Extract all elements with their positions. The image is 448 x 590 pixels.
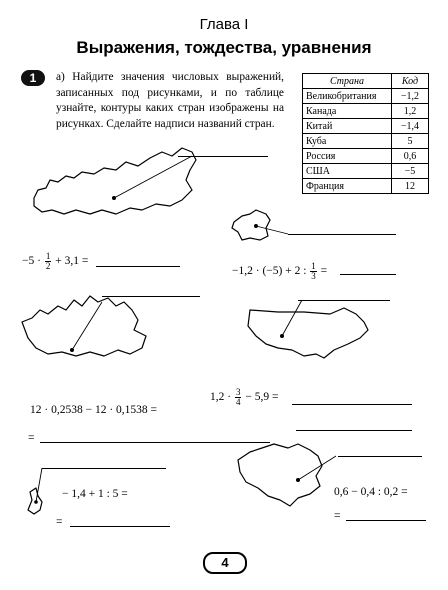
equals-sign-canada: = <box>28 432 35 444</box>
table-cell-code: −5 <box>392 164 429 179</box>
chapter-label: Глава I <box>199 16 249 33</box>
usa-map <box>238 296 418 386</box>
fraction-denominator: 3 <box>311 271 316 281</box>
answer-field-usa-2[interactable] <box>296 430 412 431</box>
answer-line-china[interactable] <box>338 456 422 457</box>
table-cell-code: −1,2 <box>392 89 429 104</box>
answer-line-france[interactable] <box>288 234 396 235</box>
expression-france-fraction <box>310 262 317 281</box>
expression-canada <box>30 404 157 416</box>
answer-line-usa[interactable] <box>298 300 390 301</box>
answer-field-russia[interactable] <box>96 266 180 267</box>
answer-field-france[interactable] <box>340 274 396 275</box>
answer-field-china[interactable] <box>346 520 426 521</box>
table-cell-country: Великобритания <box>303 89 392 104</box>
expression-usa-part-a: 1,2 · <box>210 391 232 404</box>
expression-usa-fraction <box>235 388 242 407</box>
expression-uk-text: − 1,4 + 1 : 5 = <box>62 488 128 500</box>
table-cell-code: 0,6 <box>392 149 429 164</box>
expression-russia <box>22 252 88 271</box>
canada-map <box>18 292 198 382</box>
expression-france <box>232 262 327 281</box>
fraction-denominator: 2 <box>45 261 51 271</box>
answer-line-canada[interactable] <box>102 296 200 297</box>
expression-usa-part-b: − 5,9 = <box>245 391 279 404</box>
expression-france-part-b: = <box>320 265 328 278</box>
fraction-numerator: 3 <box>235 387 241 397</box>
expression-usa <box>210 388 278 407</box>
table-row <box>303 104 429 119</box>
table-cell-country: Куба <box>303 134 392 149</box>
table-cell-country: Китай <box>303 119 392 134</box>
table-row <box>303 119 429 134</box>
table-cell-code: −1,4 <box>392 119 429 134</box>
answer-line-russia[interactable] <box>178 156 268 157</box>
task-number-badge: 1 <box>21 70 45 86</box>
equals-sign-china: = <box>334 510 341 522</box>
expression-france-part-a: −1,2 · (−5) + 2 : <box>232 265 307 278</box>
table-cell-country: США <box>303 164 392 179</box>
expression-uk <box>62 488 128 500</box>
fraction-numerator: 1 <box>311 261 316 271</box>
table-cell-country: Франция <box>303 179 392 194</box>
table-cell-country: Канада <box>303 104 392 119</box>
table-header-code: Код <box>392 74 429 89</box>
expression-russia-fraction <box>45 252 52 271</box>
page-title: Выражения, тождества, уравнения <box>76 38 372 57</box>
table-cell-code: 1,2 <box>392 104 429 119</box>
table-row <box>303 134 429 149</box>
task-text: а) Найдите значения числовых выражений, записанных под рисунками, и по таблице узнайте, контуры каких стран изображены на рисунках. Сделайте надписи названий стран. <box>56 71 284 130</box>
table-row <box>303 179 429 194</box>
expression-russia-part-a: −5 · <box>22 255 41 268</box>
answer-field-uk[interactable] <box>70 526 170 527</box>
table-row <box>303 164 429 179</box>
table-row <box>303 149 429 164</box>
equals-sign-uk: = <box>56 516 63 528</box>
table-cell-code: 5 <box>392 134 429 149</box>
answer-line-uk[interactable] <box>42 468 166 469</box>
expression-canada-text: 12 · 0,2538 − 12 · 0,1538 = <box>30 404 158 416</box>
china-map <box>232 440 352 520</box>
answer-field-usa-1[interactable] <box>292 404 412 405</box>
fraction-denominator: 4 <box>235 397 241 407</box>
table-cell-country: Россия <box>303 149 392 164</box>
table-header-row <box>303 74 429 89</box>
table-cell-code: 12 <box>392 179 429 194</box>
fraction-numerator: 1 <box>45 251 51 261</box>
page-number: 4 <box>203 552 247 574</box>
country-code-table <box>302 73 429 194</box>
expression-china-text: 0,6 − 0,4 : 0,2 = <box>334 486 408 498</box>
expression-china <box>334 486 408 498</box>
table-header-country: Страна <box>303 74 392 89</box>
table-row <box>303 89 429 104</box>
france-map <box>228 208 288 248</box>
expression-russia-part-b: + 3,1 = <box>55 255 89 268</box>
